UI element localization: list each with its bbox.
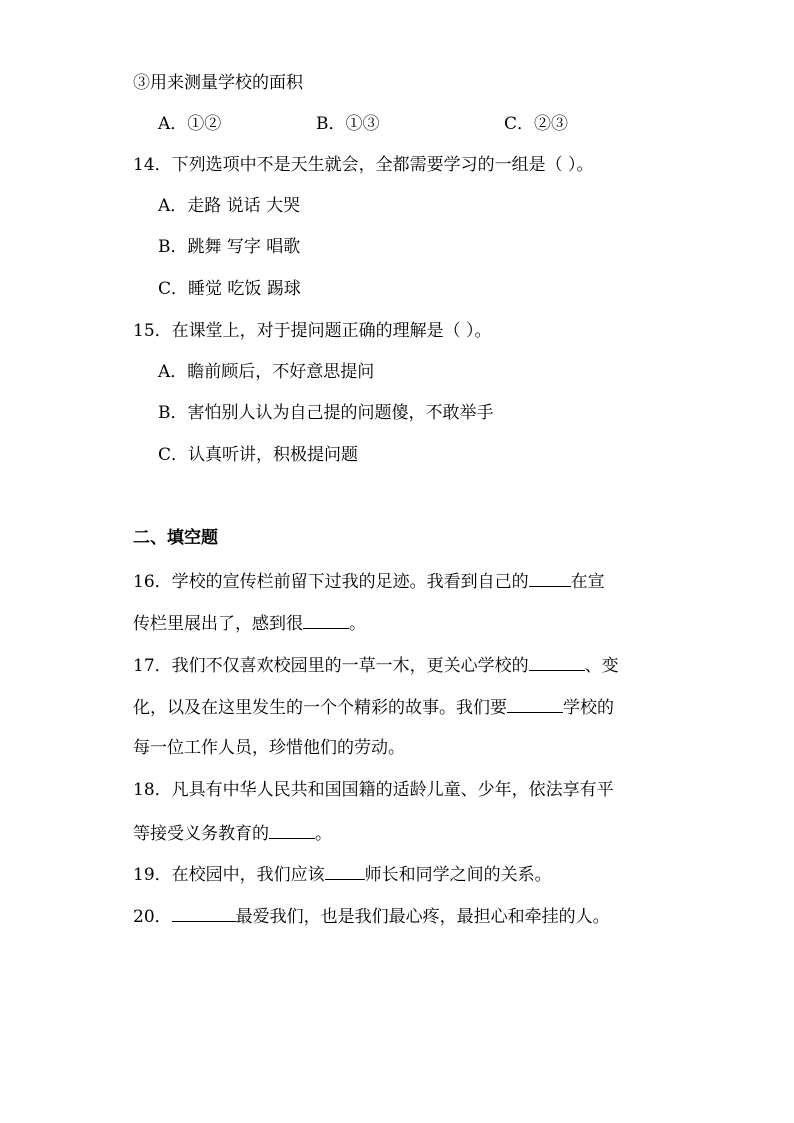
q13-options <box>158 113 618 135</box>
q16-line-1 <box>133 569 605 591</box>
q16-text-1a: 16．学校的宣传栏前留下过我的足迹。我看到自己的 <box>133 572 529 592</box>
q20-blank <box>172 904 236 922</box>
q17-line-1 <box>133 653 619 675</box>
q17-text-1a: 17．我们不仅喜欢校园里的一草一木，更关心学校的 <box>133 656 529 676</box>
q18-text-2a: 等接受义务教育的 <box>133 824 269 844</box>
q18-text-2b: 。 <box>315 824 332 844</box>
q13-option-b <box>316 113 380 135</box>
q17-line-2 <box>133 695 614 717</box>
q16-text-1b: 在宣 <box>570 572 605 592</box>
q17-text-2b: 学校的 <box>563 698 614 718</box>
q19-text-b: 师长和同学之间的关系。 <box>364 865 552 885</box>
q17-blank-2 <box>507 695 563 713</box>
q19-text-a: 19．在校园中，我们应该 <box>133 865 325 885</box>
q17-line-3: 每一位工作人员，珍惜他们的劳动。 <box>133 738 405 758</box>
q16-text-2a: 传栏里展出了，感到很 <box>133 614 303 634</box>
q16-text-2b: 。 <box>349 614 366 634</box>
q17-text-2a: 化，以及在这里发生的一个个精彩的故事。我们要 <box>133 698 507 718</box>
q13-option-a-label: A． <box>158 114 188 134</box>
q20-line <box>133 904 610 926</box>
q20-text-a: 20． <box>133 907 172 927</box>
q15-option-c: C．认真听讲，积极提问题 <box>158 445 359 465</box>
q14-option-a: A．走路 说话 大哭 <box>158 196 301 216</box>
q13-option-b-label: B． <box>316 114 346 134</box>
section-2-title: 二、填空题 <box>133 528 218 548</box>
q19-blank <box>325 862 365 880</box>
q16-line-2 <box>133 611 366 633</box>
q13-option-c <box>504 113 568 135</box>
q18-line-2 <box>133 821 332 843</box>
q17-blank-1 <box>529 653 585 671</box>
q14-option-c: C．睡觉 吃饭 踢球 <box>158 279 301 299</box>
q16-blank-1 <box>529 569 571 587</box>
q13-option-b-text: ①③ <box>345 114 380 134</box>
q13-option-c-label: C． <box>504 114 535 134</box>
q13-option-a <box>158 113 221 135</box>
q15-stem: 15．在课堂上，对于提问题正确的理解是（ ）。 <box>133 321 492 341</box>
q14-option-b: B．跳舞 写字 唱歌 <box>158 237 301 257</box>
q20-text-b: 最爱我们，也是我们最心疼，最担心和牵挂的人。 <box>235 907 610 927</box>
q19-line <box>133 862 552 884</box>
q14-stem: 14．下列选项中不是天生就会，全都需要学习的一组是（ ）。 <box>133 155 594 175</box>
q13-item-3: ③用来测量学校的面积 <box>133 73 303 93</box>
q15-option-a: A．瞻前顾后，不好意思提问 <box>158 362 375 382</box>
q13-option-a-text: ①② <box>187 114 222 134</box>
q18-blank <box>269 821 315 839</box>
q17-text-1b: 、变 <box>584 656 619 676</box>
q16-blank-2 <box>303 611 349 629</box>
q13-option-c-text: ②③ <box>534 114 569 134</box>
q18-line-1: 18．凡具有中华人民共和国国籍的适龄儿童、少年，依法享有平 <box>133 780 614 800</box>
q15-option-b: B．害怕别人认为自己提的问题傻，不敢举手 <box>158 403 494 423</box>
